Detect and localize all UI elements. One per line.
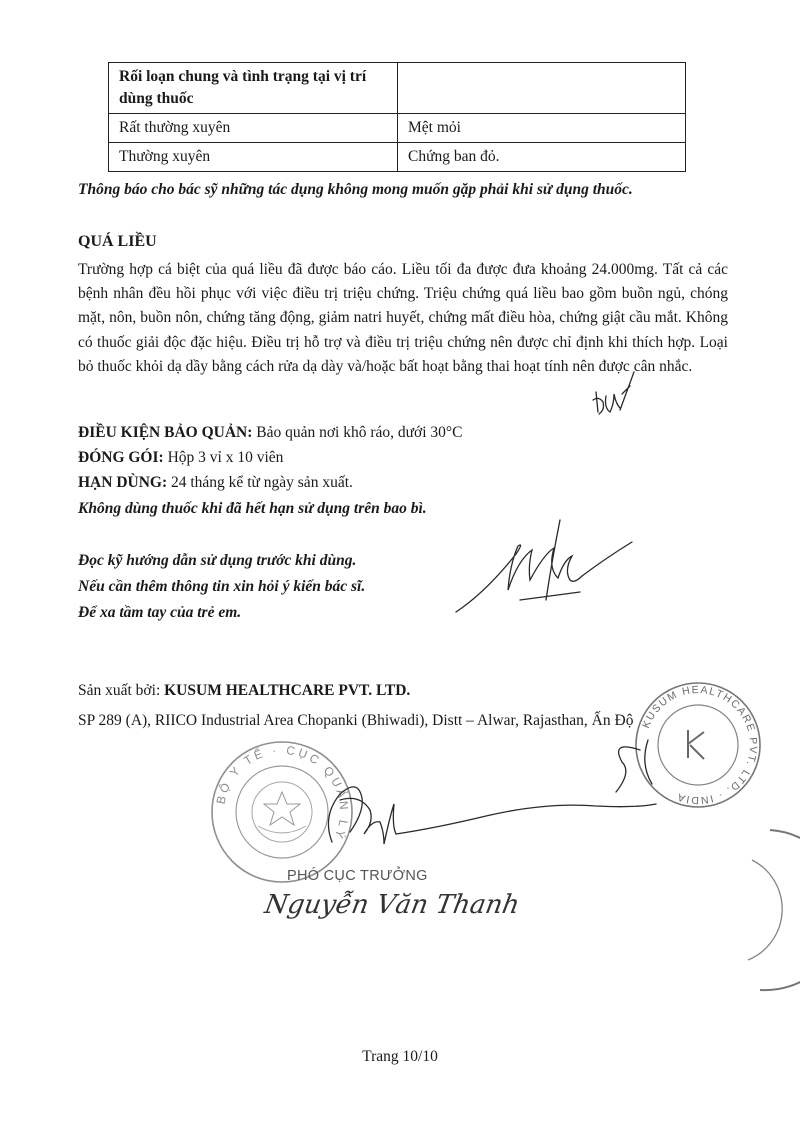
manufacturer-label: Sản xuất bởi: <box>78 682 165 699</box>
stamp-signer-name: Nguyễn Văn Thanh <box>262 890 522 920</box>
packing-line <box>78 449 283 467</box>
storage-label: ĐIỀU KIỆN BẢO QUẢN: <box>78 424 253 441</box>
director-signature <box>456 520 632 612</box>
partial-seal <box>748 830 800 990</box>
storage-line <box>78 424 462 442</box>
manufacturer-address: SP 289 (A), RIICO Industrial Area Chopanki (Bhiwadi), Distt – Alwar, Rajasthan, Ấn Độ <box>78 712 634 729</box>
expiry-label: HẠN DÙNG: <box>78 474 168 491</box>
table-row <box>109 143 686 172</box>
effect-cell: Chứng ban đỏ. <box>398 143 686 172</box>
seal-ring-text: KUSUM HEALTHCARE PVT. LTD. · INDIA <box>640 683 760 807</box>
table-header-cell: Rối loạn chung và tình trạng tại vị trí dùng thuốc <box>109 63 398 114</box>
official-signature <box>328 787 656 844</box>
instruction-line: Để xa tầm tay của trẻ em. <box>78 604 242 621</box>
packing-value: Hộp 3 vỉ x 10 viên <box>163 449 284 466</box>
table-cell <box>398 63 686 114</box>
expiry-warning: Không dùng thuốc khi đã hết hạn sử dụng trên bao bì. <box>78 500 427 517</box>
manufacturer-line <box>78 682 410 700</box>
packing-label: ĐÓNG GÓI: <box>78 449 164 466</box>
stamp-ring-text: BỘ Y TẾ · CỤC QUẢN LÝ <box>213 742 352 844</box>
expiry-value: 24 tháng kể từ ngày sản xuất. <box>167 474 353 491</box>
seal-signature <box>616 740 652 792</box>
page-number: Trang 10/10 <box>362 1048 438 1065</box>
frequency-cell: Thường xuyên <box>109 143 398 172</box>
effect-cell: Mệt mỏi <box>398 114 686 143</box>
adverse-effects-table <box>108 62 686 172</box>
manufacturer-name: KUSUM HEALTHCARE PVT. LTD. <box>164 682 411 699</box>
overdose-paragraph: Trường hợp cá biệt của quá liều đã được báo cáo. Liều tối đa được đưa khoảng 24.000mg. Tất cả các bệnh nhân đều hồi phục với việc điều trị triệu chứng. Triệu chứng quá liều bao gồm buồn ngủ, chóng mặt, nôn, buồn nôn, chứng tăng động, giảm natri huyết, chứng mất điều hòa, chứng giật cầu mắt. Không có thuốc giải độc đặc hiệu. Điều trị hỗ trợ và điều trị triệu chứng nên được chỉ định khi thích hợp. Loại bỏ thuốc khỏi dạ dầy bằng cách rửa dạ dày và/hoặc bất hoạt bằng thai hoạt tính nên được cân nhắc. <box>78 261 728 375</box>
frequency-cell: Rất thường xuyên <box>109 114 398 143</box>
table-row <box>109 114 686 143</box>
company-seal <box>636 683 760 807</box>
instruction-line: Nếu cần thêm thông tin xin hỏi ý kiến bác sĩ. <box>78 578 366 595</box>
storage-value: Bảo quản nơi khô ráo, dưới 30°C <box>252 424 463 441</box>
overdose-heading: QUÁ LIỀU <box>78 233 157 250</box>
ks-logo-icon <box>688 730 704 759</box>
emblem-icon <box>252 782 312 842</box>
instruction-line: Đọc kỹ hướng dẫn sử dụng trước khi dùng. <box>78 552 357 569</box>
side-effect-notice: Thông báo cho bác sỹ những tác dụng không mong muốn gặp phải khi sử dụng thuốc. <box>78 181 633 198</box>
expiry-line <box>78 474 353 492</box>
table-row <box>109 63 686 114</box>
stamp-title: PHÓ CỤC TRƯỞNG <box>287 868 428 884</box>
